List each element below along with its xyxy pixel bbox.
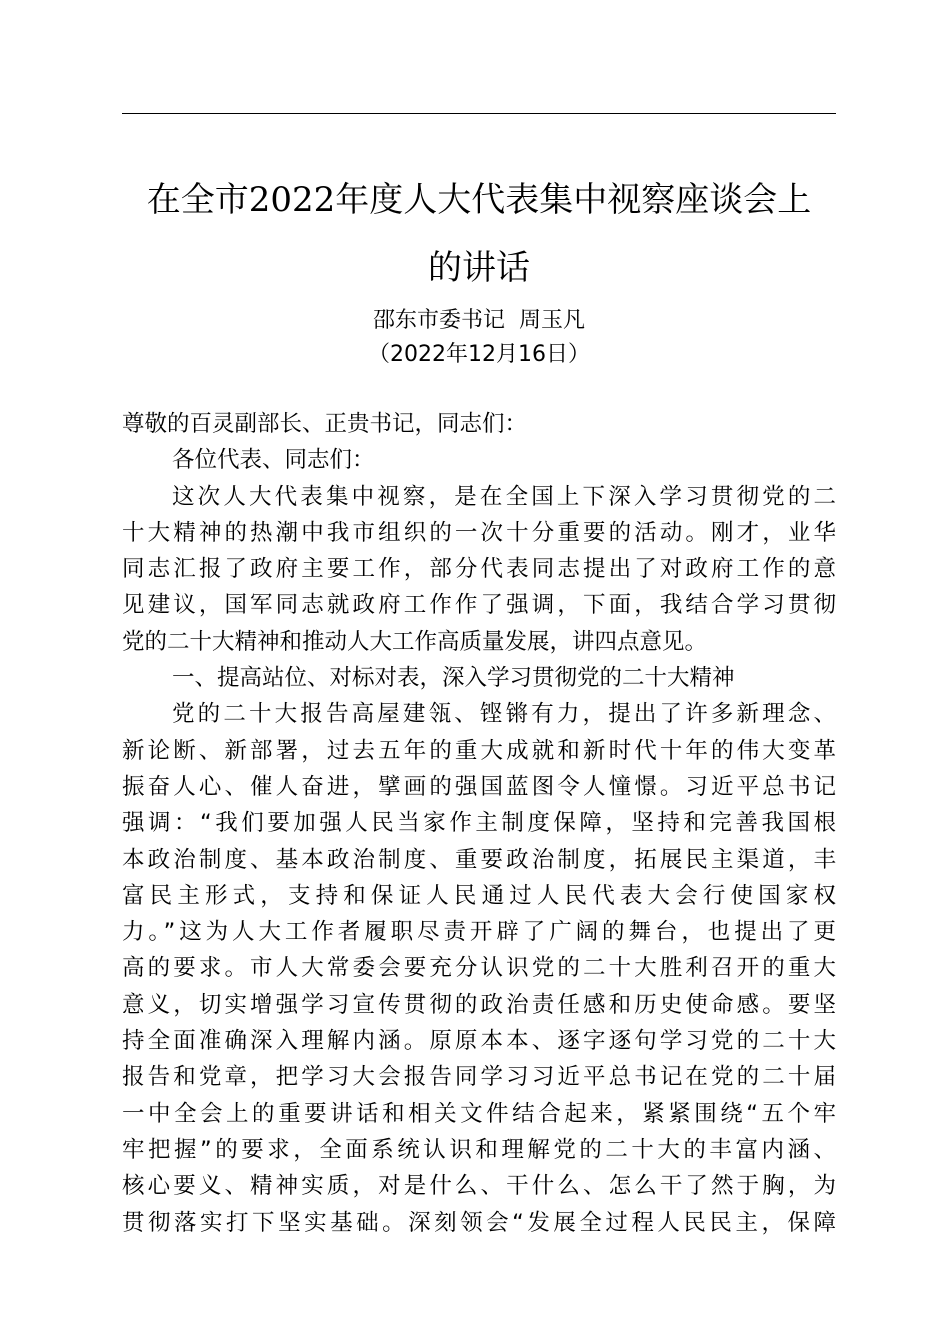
body-line: 高的要求。市人大常委会要充分认识党的二十大胜利召开的重大 <box>122 955 836 982</box>
body-line: 一中全会上的重要讲话和相关文件结合起来，紧紧围绕“五个牢 <box>122 1100 836 1127</box>
speech-body <box>122 406 836 1241</box>
body-line: 十大精神的热潮中我市组织的一次十分重要的活动。刚才，业华 <box>122 519 836 546</box>
document-title-line-2: 的讲话 <box>428 248 530 288</box>
body-line: 贯彻落实打下坚实基础。深刻领会“发展全过程人民民主，保障 <box>122 1209 836 1236</box>
body-line: 同志汇报了政府主要工作，部分代表同志提出了对政府工作的意 <box>122 556 836 583</box>
header-rule <box>122 113 836 114</box>
body-line: 意义，切实增强学习宣传贯彻的政治责任感和历史使命感。要坚 <box>122 991 836 1018</box>
body-line: 见建议，国军同志就政府工作作了强调，下面，我结合学习贯彻 <box>122 592 836 619</box>
body-line: 党的二十大精神和推动人大工作高质量发展，讲四点意见。 <box>122 628 708 655</box>
body-line: 党的二十大报告高屋建瓴、铿锵有力，提出了许多新理念、 <box>172 701 836 728</box>
body-line: 报告和党章，把学习大会报告同学习习近平总书记在党的二十届 <box>122 1064 836 1091</box>
body-line: 力。”这为人大工作者履职尽责开辟了广阔的舞台，也提出了更 <box>122 919 836 946</box>
body-line: 牢把握”的要求，全面系统认识和理解党的二十大的丰富内涵、 <box>122 1136 836 1163</box>
body-line: 本政治制度、基本政治制度、重要政治制度，拓展民主渠道，丰 <box>122 846 836 873</box>
section-heading-1: 一、提高站位、对标对表，深入学习贯彻党的二十大精神 <box>172 665 735 692</box>
body-line: 持全面准确深入理解内涵。原原本本、逐字逐句学习党的二十大 <box>122 1028 836 1055</box>
author-role: 邵东市委书记 <box>372 308 505 333</box>
body-line: 富民主形式，支持和保证人民通过人民代表大会行使国家权 <box>122 882 836 909</box>
body-line: 这次人大代表集中视察，是在全国上下深入学习贯彻党的二 <box>172 483 836 510</box>
speech-date: （2022年12月16日） <box>368 342 590 367</box>
body-line: 振奋人心、催人奋进，擘画的强国蓝图令人憧憬。习近平总书记 <box>122 773 836 800</box>
salutation-secondary: 各位代表、同志们： <box>172 447 375 474</box>
body-line: 新论断、新部署，过去五年的重大成就和新时代十年的伟大变革 <box>122 737 836 764</box>
document-title-line-1: 在全市2022年度人大代表集中视察座谈会上 <box>146 180 812 220</box>
author-name: 周玉凡 <box>519 308 586 333</box>
salutation: 尊敬的百灵副部长、正贵书记，同志们： <box>122 411 528 437</box>
body-line: 强调：“我们要加强人民当家作主制度保障，坚持和完善我国根 <box>122 810 836 837</box>
body-line: 核心要义、精神实质，对是什么、干什么、怎么干了然于胸，为 <box>122 1173 836 1200</box>
author-line <box>122 306 836 336</box>
